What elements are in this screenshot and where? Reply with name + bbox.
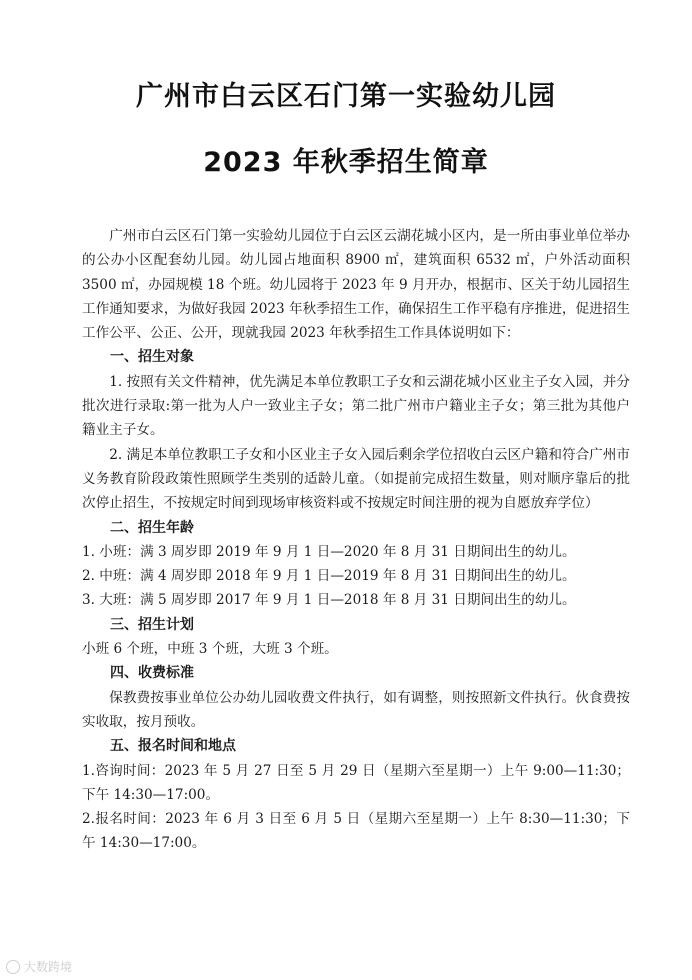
section-paragraph: 小班 6 个班，中班 3 个班，大班 3 个班。 [82, 641, 338, 658]
document-title: 广州市白云区石门第一实验幼儿园 [136, 81, 556, 112]
section-paragraph: 1. 小班：满 3 周岁即 2019 年 9 月 1 日—2020 年 8 月 31 日期间出生的幼儿。 [82, 543, 576, 560]
section-paragraph: 1.咨询时间：2023 年 5 月 27 日至 5 月 29 日（星期六至星期一）上午 9:00—11:30；下午 14:30—17:00。 [82, 762, 630, 803]
section-paragraph: 3. 大班：满 5 周岁即 2017 年 9 月 1 日—2018 年 8 月 31 日期间出生的幼儿。 [82, 592, 576, 609]
section-paragraph: 2.报名时间：2023 年 6 月 3 日至 6 月 5 日（星期六至星期一）上午 8:30—11:30；下午 14:30—17:00。 [82, 811, 630, 852]
section-heading: 五、报名时间和地点 [110, 738, 236, 755]
logo-circle-icon [6, 960, 20, 974]
section-paragraph: 1. 按照有关文件精神，优先满足本单位教职工子女和云湖花城小区业主子女入园，并分批次进行录取:第一批为人户一致业主子女；第二批广州市户籍业主子女；第三批为其他户籍业主子女。 [82, 373, 630, 439]
watermark-text: 大数跨境 [24, 960, 73, 974]
section-heading: 三、招生计划 [110, 616, 194, 633]
section-heading: 四、收费标准 [110, 665, 194, 682]
intro-paragraph: 广州市白云区石门第一实验幼儿园位于白云区云湖花城小区内，是一所由事业单位举办的公办小区配套幼儿园。幼儿园占地面积 8900 ㎡，建筑面积 6532 ㎡，户外活动面积 3500 ㎡，办园规模 18 个班。幼儿园将于 2023 年 9 月开办，根据市、区关于幼儿园招生工作通知要求，为做好我园 2023 年秋季招生工作，确保招生工作平稳有序推进，促进招生工作公平、公正、公开，现就我园 2023 年秋季招生工作具体说明如下： [82, 228, 630, 342]
document-subtitle: 2023 年秋季招生简章 [203, 147, 489, 178]
section-paragraph: 2. 满足本单位教职工子女和小区业主子女入园后剩余学位招收白云区户籍和符合广州市义务教育阶段政策性照顾学生类别的适龄儿童。（如提前完成招生数量，则对顺序靠后的批次停止招生，不按规定时间到现场审核资料或不按规定时间注册的视为自愿放弃学位） [82, 446, 630, 512]
section-paragraph: 保教费按事业单位公办幼儿园收费文件执行，如有调整，则按照新文件执行。伙食费按实收取，按月预收。 [82, 689, 630, 730]
watermark [6, 958, 72, 975]
document-body [82, 224, 630, 856]
section-paragraph: 2. 中班：满 4 周岁即 2018 年 9 月 1 日—2019 年 8 月 31 日期间出生的幼儿。 [82, 568, 576, 585]
section-heading: 一、招生对象 [110, 349, 194, 366]
section-heading: 二、招生年龄 [110, 519, 194, 536]
